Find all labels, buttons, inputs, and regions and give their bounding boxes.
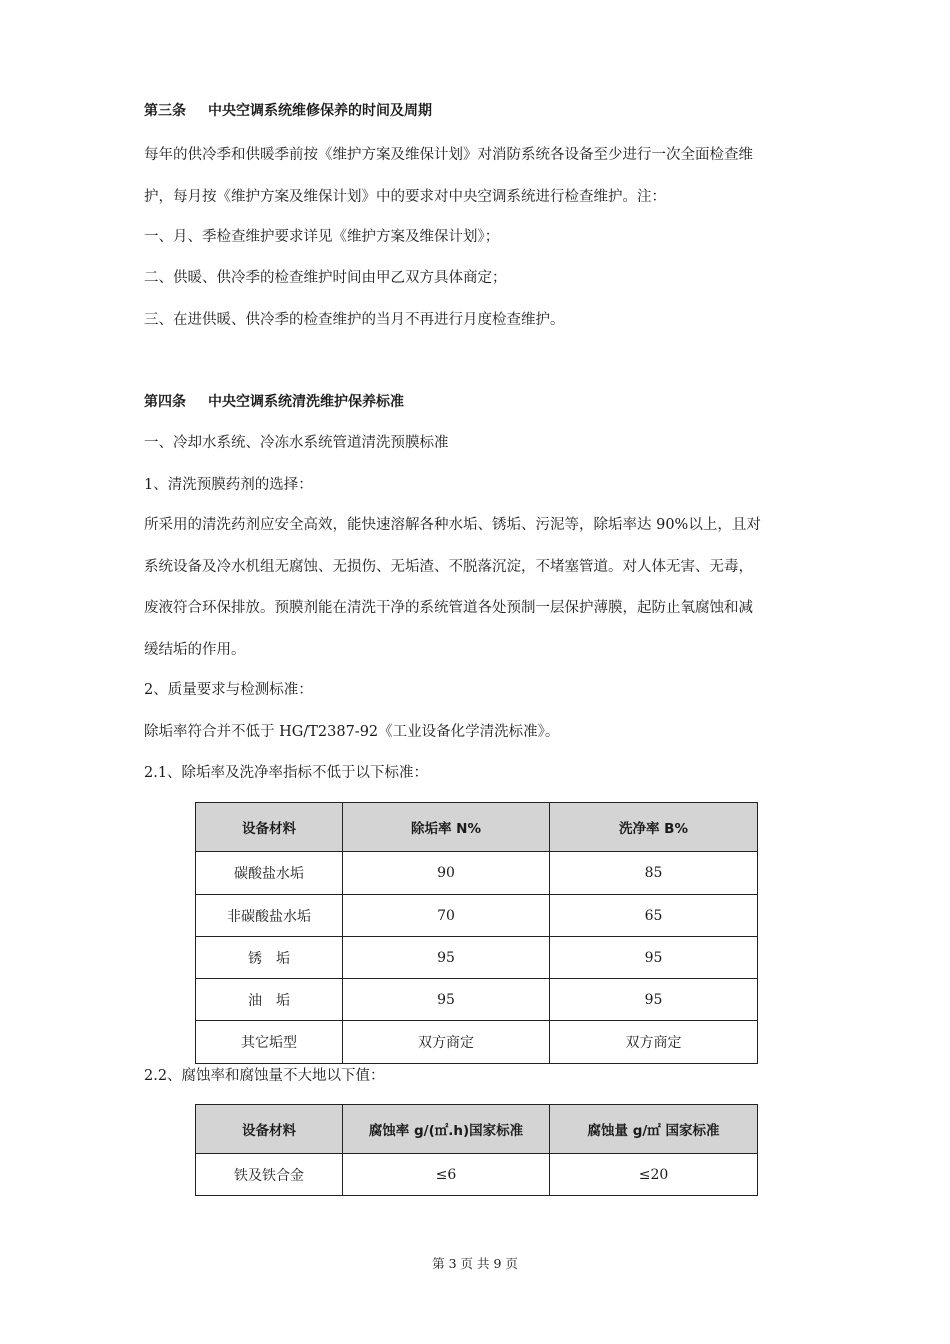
table-header-cell: 腐蚀率 g/(㎡.h)国家标准 — [343, 1105, 550, 1154]
descaling-standard-text: 除垢率符合并不低于 HG/T2387-92《工业设备化学清洗标准》。 — [144, 724, 560, 740]
descaling-rate-table — [195, 802, 758, 1064]
table-cell: ≤20 — [550, 1154, 758, 1196]
item-2-1-descaling-rate: 2.1、除垢率及洗净率指标不低于以下标准： — [144, 765, 429, 781]
table-cell: 双方商定 — [343, 1021, 550, 1064]
table-cell: ≤6 — [343, 1154, 550, 1196]
section-3-paragraph-line-1: 每年的供冷季和供暖季前按《维护方案及维保计划》对消防系统各设备至少进行一次全面检查维 — [144, 147, 753, 163]
section-4-paragraph-line-3: 废液符合环保排放。预膜剂能在清洗干净的系统管道各处预制一层保护薄膜，起防止氧腐蚀和减 — [144, 600, 753, 616]
section-4-paragraph-line-4: 缓结垢的作用。 — [144, 642, 246, 658]
table-cell: 铁及铁合金 — [196, 1154, 343, 1196]
table-cell: 其它垢型 — [196, 1021, 343, 1064]
section-3-note-1: 一、月、季检查维护要求详见《维护方案及维保计划》； — [144, 229, 500, 245]
table-cell: 双方商定 — [550, 1021, 758, 1064]
section-4-heading — [144, 392, 404, 412]
table-row — [196, 1154, 758, 1196]
table-cell: 85 — [550, 852, 758, 895]
section-4-paragraph-line-2: 系统设备及冷水机组无腐蚀、无损伤、无垢渣、不脱落沉淀，不堵塞管道。对人体无害、无毒， — [144, 559, 753, 575]
section-3-paragraph-line-2: 护，每月按《维护方案及维保计划》中的要求对中央空调系统进行检查维护。注： — [144, 189, 666, 205]
page-number-footer: 第 3 页 共 9 页 — [432, 1256, 518, 1271]
item-2-2-corrosion-rate: 2.2、腐蚀率和腐蚀量不大地以下值： — [144, 1068, 385, 1084]
table-header-cell: 设备材料 — [196, 1105, 343, 1154]
section-4-number: 第四条 — [144, 394, 186, 410]
table-cell: 锈 垢 — [196, 937, 343, 979]
table-cell: 油 垢 — [196, 979, 343, 1021]
section-3-title: 中央空调系统维修保养的时间及周期 — [208, 103, 432, 119]
table-cell: 70 — [343, 895, 550, 937]
table-header-cell: 洗净率 B% — [550, 803, 758, 852]
item-2-quality-requirements: 2、质量要求与检测标准： — [144, 682, 313, 698]
table-cell: 95 — [343, 979, 550, 1021]
subheading-cooling-water: 一、冷却水系统、冷冻水系统管道清洗预膜标准 — [144, 435, 449, 451]
section-4-paragraph-line-1: 所采用的清洗药剂应安全高效，能快速溶解各种水垢、锈垢、污泥等，除垢率达 90%以上，且对 — [144, 517, 761, 533]
table-header-cell: 腐蚀量 g/㎡ 国家标准 — [550, 1105, 758, 1154]
table-cell: 95 — [550, 979, 758, 1021]
section-3-note-3: 三、在进供暖、供冷季的检查维护的当月不再进行月度检查维护。 — [144, 312, 565, 328]
section-3-note-2: 二、供暖、供冷季的检查维护时间由甲乙双方具体商定； — [144, 270, 507, 286]
section-4-title: 中央空调系统清洗维护保养标准 — [208, 394, 404, 410]
table-cell: 65 — [550, 895, 758, 937]
table-cell: 非碳酸盐水垢 — [196, 895, 343, 937]
table-header-row — [196, 1105, 758, 1154]
table-row — [196, 852, 758, 895]
item-1-chemical-selection: 1、清洗预膜药剂的选择： — [144, 477, 313, 493]
table-row — [196, 979, 758, 1021]
section-3-heading — [144, 101, 432, 121]
table-row — [196, 937, 758, 979]
table-cell: 95 — [343, 937, 550, 979]
table-cell: 碳酸盐水垢 — [196, 852, 343, 895]
table-header-cell: 设备材料 — [196, 803, 343, 852]
table-cell: 95 — [550, 937, 758, 979]
table-header-row — [196, 803, 758, 852]
table-header-cell: 除垢率 N% — [343, 803, 550, 852]
corrosion-rate-table — [195, 1104, 758, 1196]
table-row — [196, 895, 758, 937]
table-row — [196, 1021, 758, 1064]
table-cell: 90 — [343, 852, 550, 895]
section-3-number: 第三条 — [144, 103, 186, 119]
